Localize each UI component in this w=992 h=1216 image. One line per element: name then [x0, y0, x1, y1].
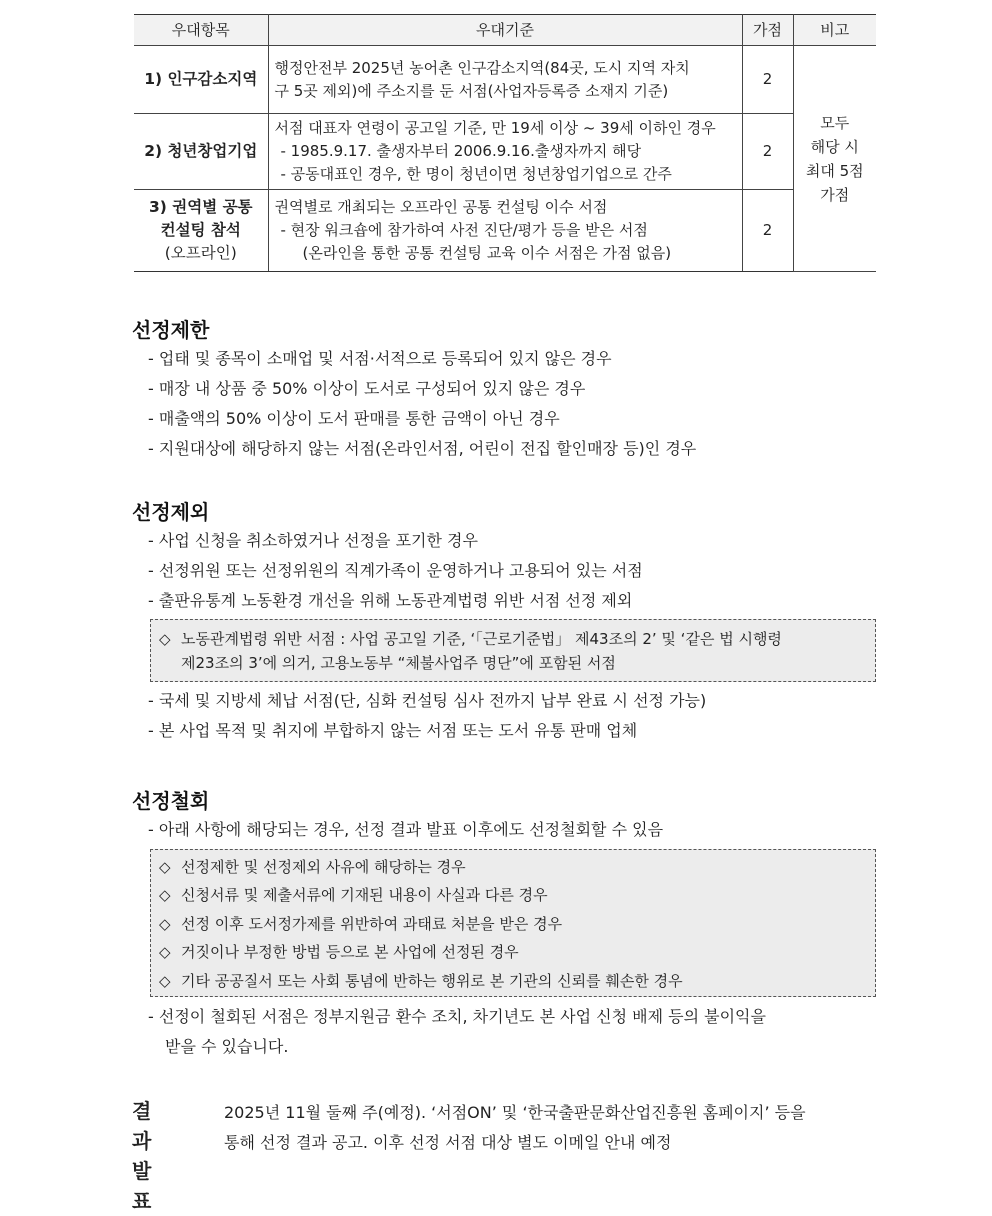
- withdrawal-intro: [148, 815, 663, 845]
- row-item: [134, 190, 268, 272]
- header-criteria: 우대기준: [268, 15, 742, 46]
- diamond-bullet-icon: ◇: [159, 886, 171, 905]
- list-item: - 아래 사항에 해당되는 경우, 선정 결과 발표 이후에도 선정철회할 수 있음: [148, 815, 663, 845]
- consequence-line: - 선정이 철회된 서점은 정부지원금 환수 조치, 차기년도 본 사업 신청 배제 등의 불이익을: [148, 1007, 766, 1026]
- item-line: 컨설팅 참석: [160, 221, 241, 239]
- preference-table: [134, 14, 876, 272]
- section-title-exclusion: 선정제외: [132, 500, 210, 524]
- row-note: [793, 46, 876, 272]
- list-item: - 선정위원 또는 선정위원의 직계가족이 운영하거나 고용되어 있는 서점: [148, 556, 643, 586]
- section-title-withdrawal: 선정철회: [132, 789, 210, 813]
- table-row: [134, 190, 876, 272]
- list-item: - 지원대상에 해당하지 않는 서점(온라인서점, 어린이 전집 할인매장 등)인 경우: [148, 434, 696, 464]
- diamond-bullet-icon: ◇: [159, 943, 171, 962]
- section-title-restriction: 선정제한: [132, 318, 210, 342]
- exclusion-list-continued: [148, 686, 706, 746]
- note-row: [159, 627, 867, 651]
- note-line: 해당 시: [810, 137, 859, 156]
- row-criteria: [268, 46, 742, 114]
- criteria-line: (온라인을 통한 공통 컨설팅 교육 이수 서점은 가점 없음): [302, 244, 672, 262]
- labor-law-note-box: [150, 619, 876, 682]
- consequence-text: 받을 수 있습니다.: [165, 1037, 289, 1056]
- row-score: 2: [742, 46, 793, 114]
- list-item: - 업태 및 종목이 소매업 및 서점·서적으로 등록되어 있지 않은 경우: [148, 344, 696, 374]
- header-item: 우대항목: [134, 15, 268, 46]
- note-text: 노동관계법령 위반 서점 : 사업 공고일 기준, ‘「근로기준법」 제43조의 2’ 및 ‘같은 법 시행령: [181, 630, 782, 648]
- section-title-result: 결과발표: [132, 1099, 152, 1213]
- list-item: - 출판유통계 노동환경 개선을 위해 노동관계법령 위반 서점 선정 제외: [148, 586, 643, 616]
- reason-text: 거짓이나 부정한 방법 등으로 본 사업에 선정된 경우: [181, 943, 519, 962]
- criteria-line: 행정안전부 2025년 농어촌 인구감소지역(84곳, 도시 지역 자치: [274, 58, 690, 77]
- reason-text: 기타 공공질서 또는 사회 통념에 반하는 행위로 본 기관의 신뢰를 훼손한 경우: [181, 971, 683, 990]
- row-criteria: [268, 114, 742, 190]
- criteria-line: - 1985.9.17. 출생자부터 2006.9.16.출생자까지 해당: [280, 142, 642, 160]
- result-line: 2025년 11월 둘째 주(예정). ‘서점ON’ 및 ‘한국출판문화산업진흥원 홈페이지’ 등을: [224, 1103, 806, 1122]
- row-criteria: [268, 190, 742, 272]
- consequence-text: 선정이 철회된 서점은 정부지원금 환수 조치, 차기년도 본 사업 신청 배제 등의 불이익을: [158, 1007, 766, 1026]
- table-header-row: [134, 15, 876, 46]
- reason-row: [159, 910, 867, 938]
- criteria-line: - 현장 워크숍에 참가하여 사전 진단/평가 등을 받은 서점: [280, 221, 648, 239]
- reason-row: [159, 967, 867, 995]
- withdrawal-consequence: [148, 1002, 883, 1062]
- reason-row: [159, 938, 867, 966]
- note-line: 최대 5점: [805, 161, 864, 180]
- table-row: [134, 46, 876, 114]
- list-item: - 매장 내 상품 중 50% 이상이 도서로 구성되어 있지 않은 경우: [148, 374, 696, 404]
- table-row: [134, 114, 876, 190]
- exclusion-list: [148, 526, 643, 616]
- note-row: [159, 651, 867, 675]
- diamond-bullet-icon: ◇: [159, 630, 171, 648]
- reason-row: [159, 853, 867, 881]
- item-line: (오프라인): [164, 244, 237, 262]
- list-item: - 매출액의 50% 이상이 도서 판매를 통한 금액이 아닌 경우: [148, 404, 696, 434]
- list-item: - 국세 및 지방세 체납 서점(단, 심화 컨설팅 심사 전까지 납부 완료 시 선정 가능): [148, 686, 706, 716]
- row-score: 2: [742, 114, 793, 190]
- restriction-list: [148, 344, 696, 464]
- reason-text: 선정 이후 도서정가제를 위반하여 과태료 처분을 받은 경우: [181, 914, 563, 933]
- reason-row: [159, 881, 867, 909]
- result-line: 통해 선정 결과 공고. 이후 선정 서점 대상 별도 이메일 안내 예정: [224, 1133, 672, 1152]
- row-item: 2) 청년창업기업: [134, 114, 268, 190]
- list-item: - 본 사업 목적 및 취지에 부합하지 않는 서점 또는 도서 유통 판매 업체: [148, 716, 706, 746]
- diamond-bullet-icon: ◇: [159, 971, 171, 990]
- note-text: 제23조의 3’에 의거, 고용노동부 “체불사업주 명단”에 포함된 서점: [181, 654, 616, 672]
- reason-text: 선정제한 및 선정제외 사유에 해당하는 경우: [181, 858, 466, 876]
- consequence-line: [148, 1032, 883, 1062]
- withdrawal-reasons-box: [150, 849, 876, 997]
- reason-text: 신청서류 및 제출서류에 기재된 내용이 사실과 다른 경우: [181, 886, 548, 905]
- result-text: [224, 1098, 976, 1158]
- diamond-bullet-icon: ◇: [159, 914, 171, 933]
- criteria-line: 구 5곳 제외)에 주소지를 둔 서점(사업자등록증 소재지 기준): [274, 81, 669, 100]
- criteria-line: 서점 대표자 연령이 공고일 기준, 만 19세 이상 ~ 39세 이하인 경우: [274, 119, 716, 137]
- header-score: 가점: [742, 15, 793, 46]
- row-score: 2: [742, 190, 793, 272]
- header-note: 비고: [793, 15, 876, 46]
- diamond-bullet-icon: ◇: [159, 858, 171, 876]
- criteria-line: 권역별로 개최되는 오프라인 공통 컨설팅 이수 서점: [274, 198, 608, 216]
- note-line: 모두: [820, 113, 850, 132]
- item-line: 3) 권역별 공통: [148, 198, 253, 216]
- row-item: 1) 인구감소지역: [134, 46, 268, 114]
- criteria-line: - 공동대표인 경우, 한 명이 청년이면 청년창업기업으로 간주: [280, 165, 672, 183]
- list-item: - 사업 신청을 취소하였거나 선정을 포기한 경우: [148, 526, 643, 556]
- note-line: 가점: [820, 185, 850, 204]
